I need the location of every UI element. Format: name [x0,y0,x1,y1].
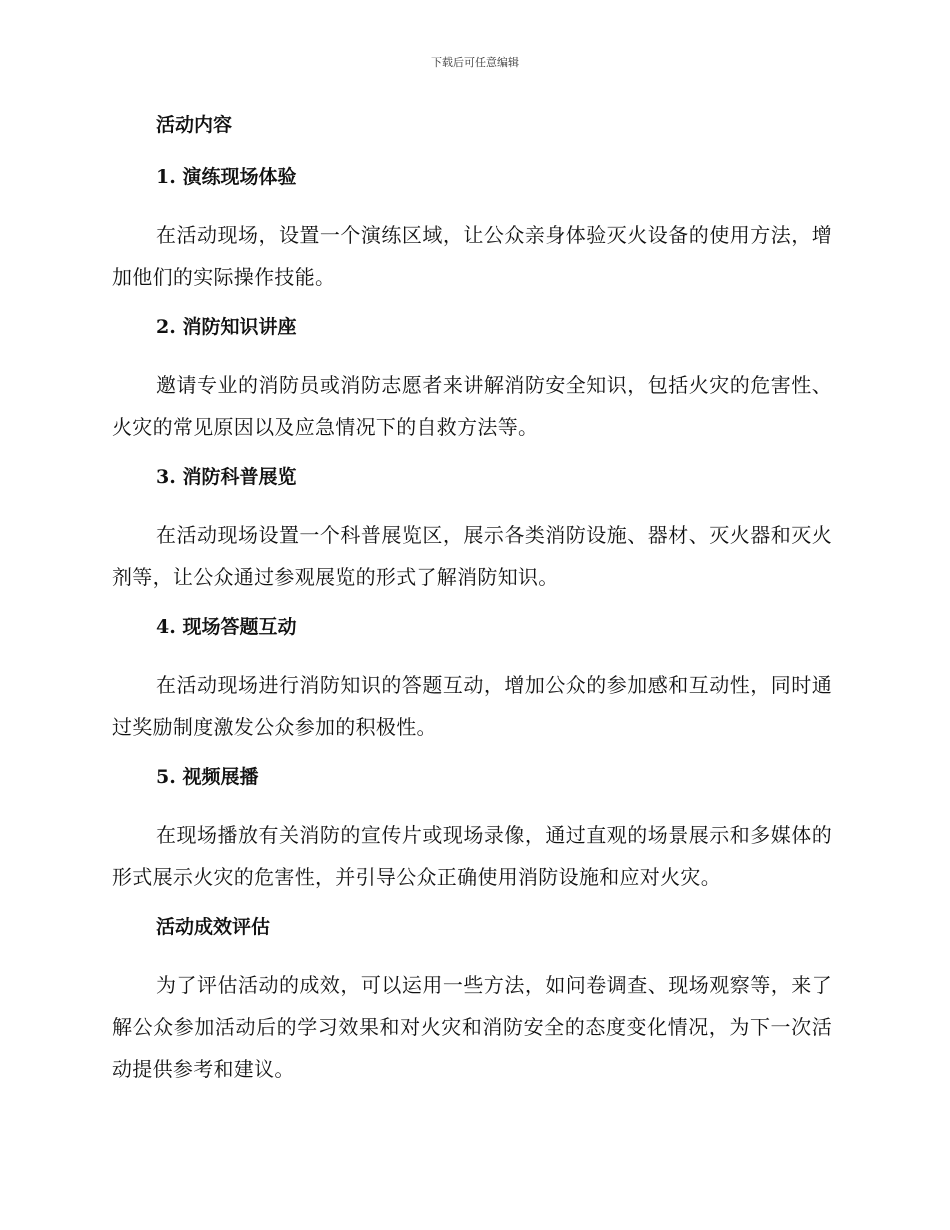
paragraph-fire-lecture: 邀请专业的消防员或消防志愿者来讲解消防安全知识，包括火灾的危害性、火灾的常见原因以及应急情况下的自救方法等。 [112,373,832,439]
page-header: 下载后可任意编辑 [431,56,519,69]
paragraph-video-show: 在现场播放有关消防的宣传片或现场录像，通过直观的场景展示和多媒体的形式展示火灾的危害性，并引导公众正确使用消防设施和应对火灾。 [112,823,832,889]
document-body [112,110,832,1104]
paragraph-science-exhibition: 在活动现场设置一个科普展览区，展示各类消防设施、器材、灭火器和灭火剂等，让公众通过参观展览的形式了解消防知识。 [112,523,832,589]
section-heading-fire-lecture: 2. 消防知识讲座 [156,316,297,338]
section-heading-science-exhibition: 3. 消防科普展览 [156,466,297,488]
section-heading-activity-content: 活动内容 [156,114,233,136]
paragraph-quiz-interaction: 在活动现场进行消防知识的答题互动，增加公众的参加感和互动性，同时通过奖励制度激发公众参加的积极性。 [112,673,832,739]
section-heading-drill-experience: 1. 演练现场体验 [156,166,297,188]
paragraph-drill-experience: 在活动现场，设置一个演练区域，让公众亲身体验灭火设备的使用方法，增加他们的实际操作技能。 [112,223,832,289]
paragraph-effect-evaluation: 为了评估活动的成效，可以运用一些方法，如问卷调查、现场观察等，来了解公众参加活动后的学习效果和对火灾和消防安全的态度变化情况，为下一次活动提供参考和建议。 [112,973,832,1081]
section-heading-effect-evaluation: 活动成效评估 [156,916,271,938]
section-heading-video-show: 5. 视频展播 [156,766,259,788]
section-heading-quiz-interaction: 4. 现场答题互动 [156,616,297,638]
